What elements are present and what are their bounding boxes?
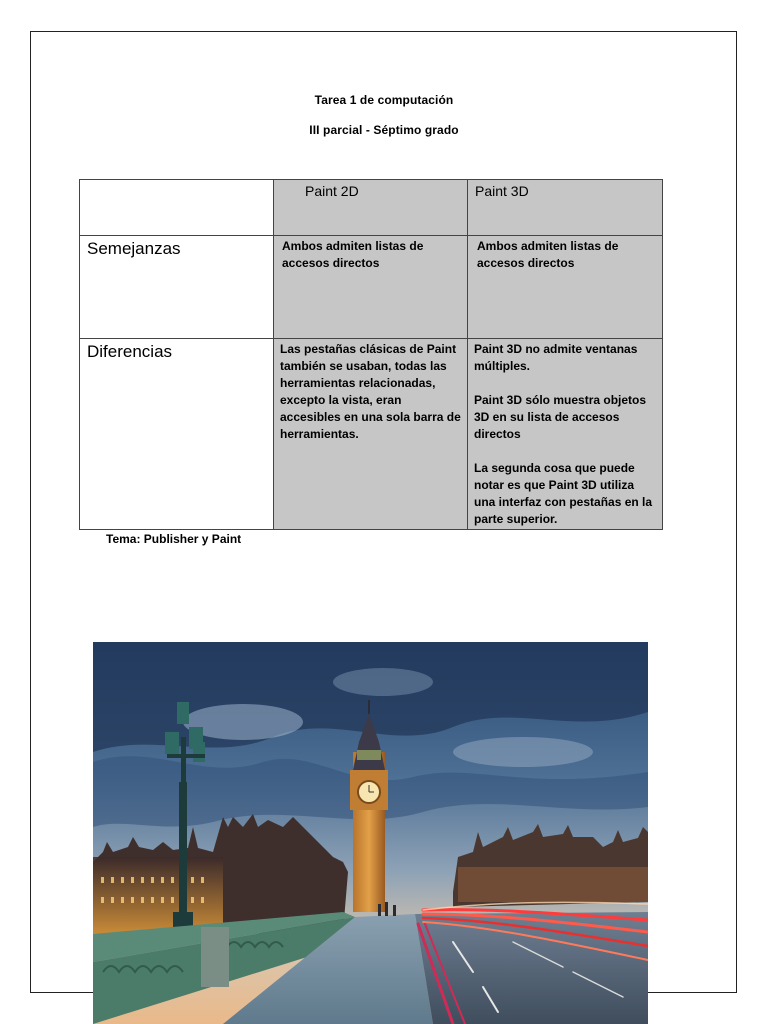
table-header-row: [80, 180, 663, 236]
cell-diferencias-paint3d: [468, 339, 663, 530]
header-paint3d-label: Paint 3D: [475, 183, 529, 199]
cell-text: La segunda cosa que puede notar es que Paint 3D utiliza una interfaz con pestañas en la parte superior.: [474, 461, 653, 526]
table-row: [80, 236, 663, 339]
cell-text: Paint 3D sólo muestra objetos 3D en su lista de accesos directos: [474, 393, 647, 441]
header-paint2d: [274, 180, 468, 236]
row-label-cell: [80, 236, 274, 339]
document-subtitle: III parcial - Séptimo grado: [309, 123, 459, 137]
big-ben-photo: [93, 642, 648, 1024]
cell-text: Las pestañas clásicas de Paint también se usaban, todas las herramientas relacionadas, excepto la vista, eran accesibles en una sola barra de herramientas.: [280, 342, 461, 441]
table-row: [80, 339, 663, 530]
comparison-table: [79, 179, 663, 530]
cell-text: Ambos admiten listas de accesos directos: [477, 239, 619, 270]
cell-diferencias-paint2d: [274, 339, 468, 530]
header-paint2d-label: Paint 2D: [305, 183, 359, 199]
row-label-semejanzas: Semejanzas: [87, 239, 181, 258]
header-paint3d: [468, 180, 663, 236]
cell-text: Ambos admiten listas de accesos directos: [282, 239, 424, 270]
cell-semejanzas-paint2d: [274, 236, 468, 339]
header-empty-cell: [80, 180, 274, 236]
cell-text: Paint 3D no admite ventanas múltiples.: [474, 342, 638, 373]
cell-semejanzas-paint3d: [468, 236, 663, 339]
document-title: Tarea 1 de computación: [314, 93, 454, 107]
topic-label: Tema: Publisher y Paint: [106, 532, 242, 546]
row-label-diferencias: Diferencias: [87, 342, 173, 361]
row-label-cell: [80, 339, 274, 530]
